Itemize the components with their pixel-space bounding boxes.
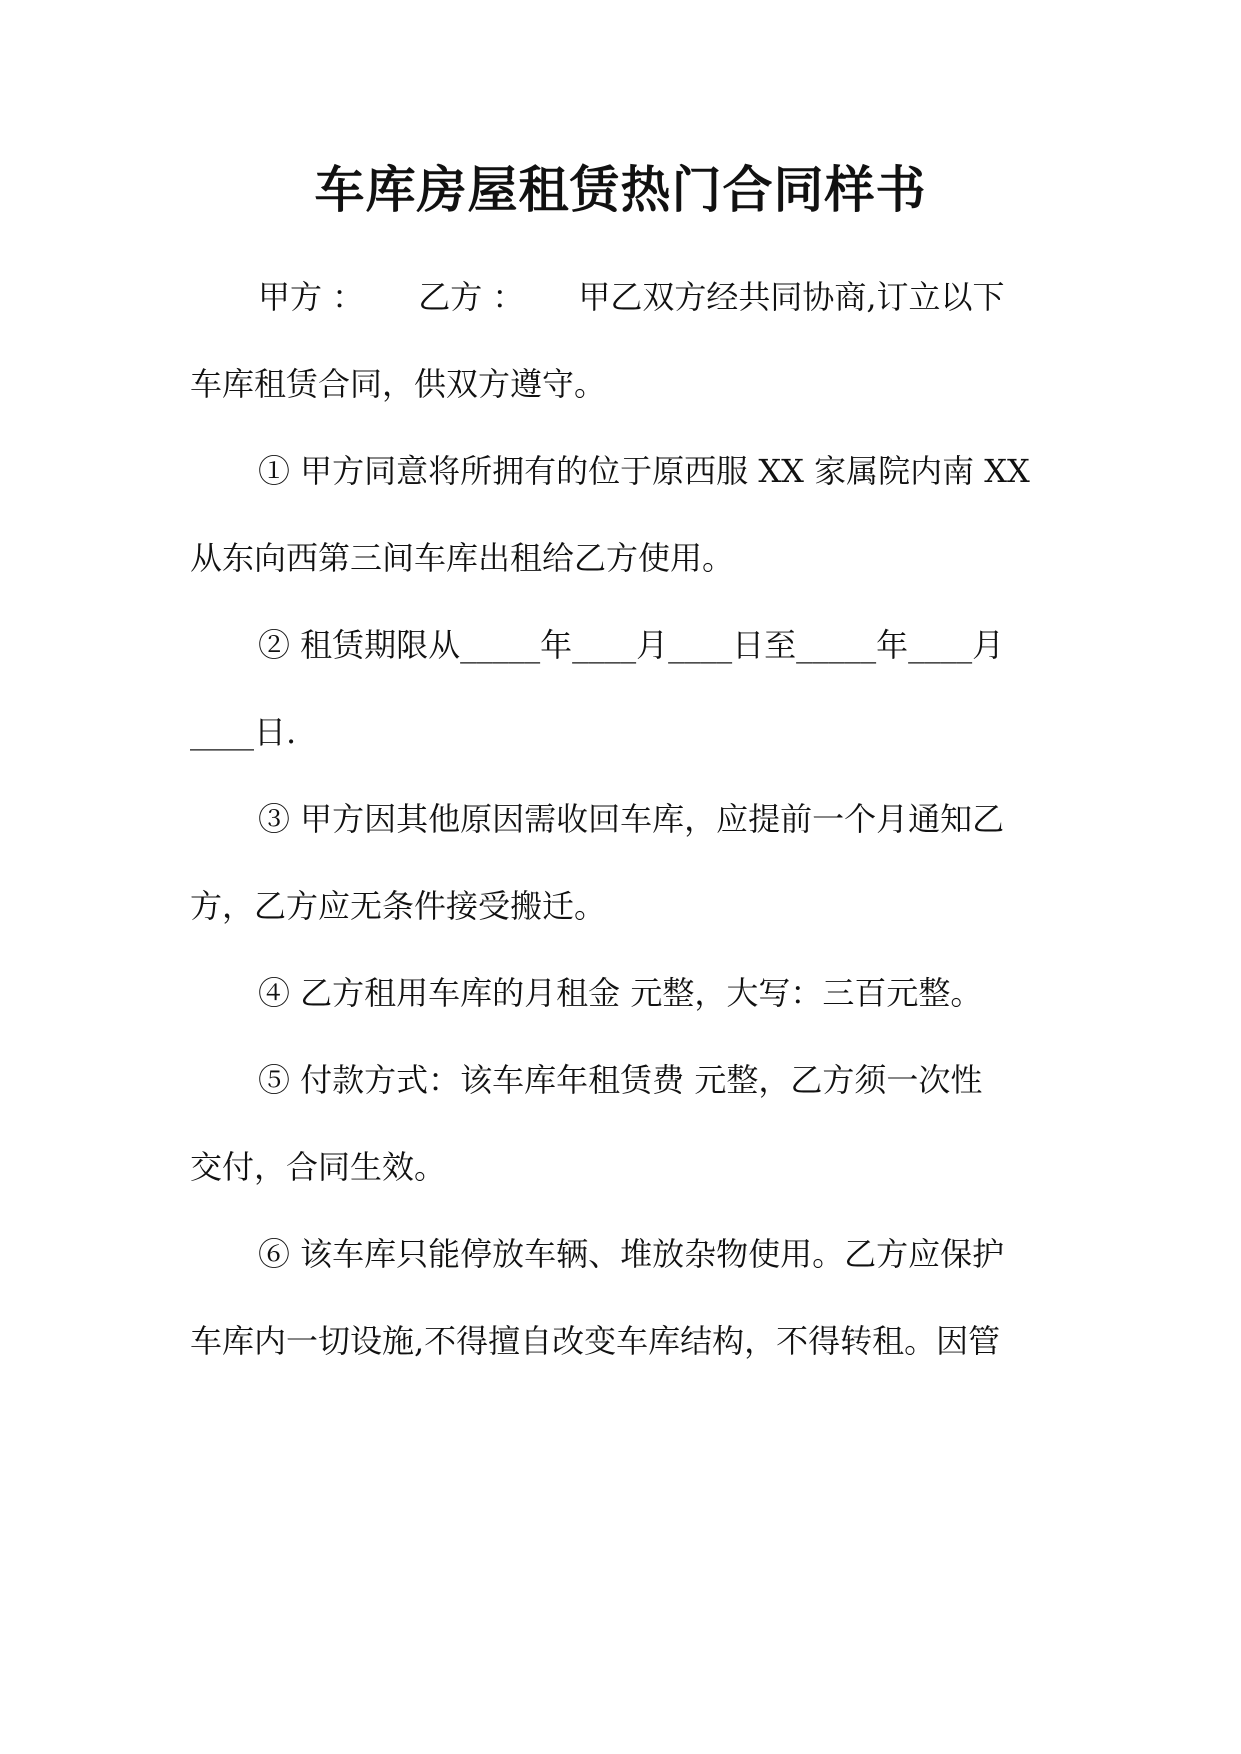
clause-6-line-2: 车库内一切设施,不得擅自改变车库结构，不得转租。因管 — [190, 1322, 1001, 1360]
clause-4-line-1: ④ 乙方租用车库的月租金 元整，大写：三百元整。 — [258, 974, 983, 1012]
intro-line-2: 车库租赁合同，供双方遵守。 — [190, 365, 607, 403]
intro-text: 甲乙双方经共同协商,订立以下 — [578, 278, 1005, 316]
intro-line-1 — [258, 275, 1058, 319]
clause-1-line-2: 从东向西第三间车库出租给乙方使用。 — [190, 539, 735, 577]
clause-5-line-2: 交付，合同生效。 — [190, 1148, 447, 1186]
clause-3-line-1: ③ 甲方因其他原因需收回车库，应提前一个月通知乙 — [258, 800, 1005, 838]
document-title: 车库房屋租赁热门合同样书 — [314, 161, 927, 219]
clause-3-line-2: 方，乙方应无条件接受搬迁。 — [190, 887, 607, 925]
clause-2-line-1: ② 租赁期限从_____年____月____日至_____年____月 — [258, 626, 1005, 664]
party-a-label: 甲方 ： — [258, 278, 365, 316]
party-b-label: 乙方 ： — [418, 278, 525, 316]
clause-6-line-1: ⑥ 该车库只能停放车辆、堆放杂物使用。乙方应保护 — [258, 1235, 1005, 1273]
clause-2-line-2: ____日. — [190, 713, 297, 751]
clause-5-line-1: ⑤ 付款方式：该车库年租赁费 元整，乙方须一次性 — [258, 1061, 983, 1099]
clause-1-line-1: ① 甲方同意将所拥有的位于原西服 XX 家属院内南 XX — [258, 452, 1030, 490]
